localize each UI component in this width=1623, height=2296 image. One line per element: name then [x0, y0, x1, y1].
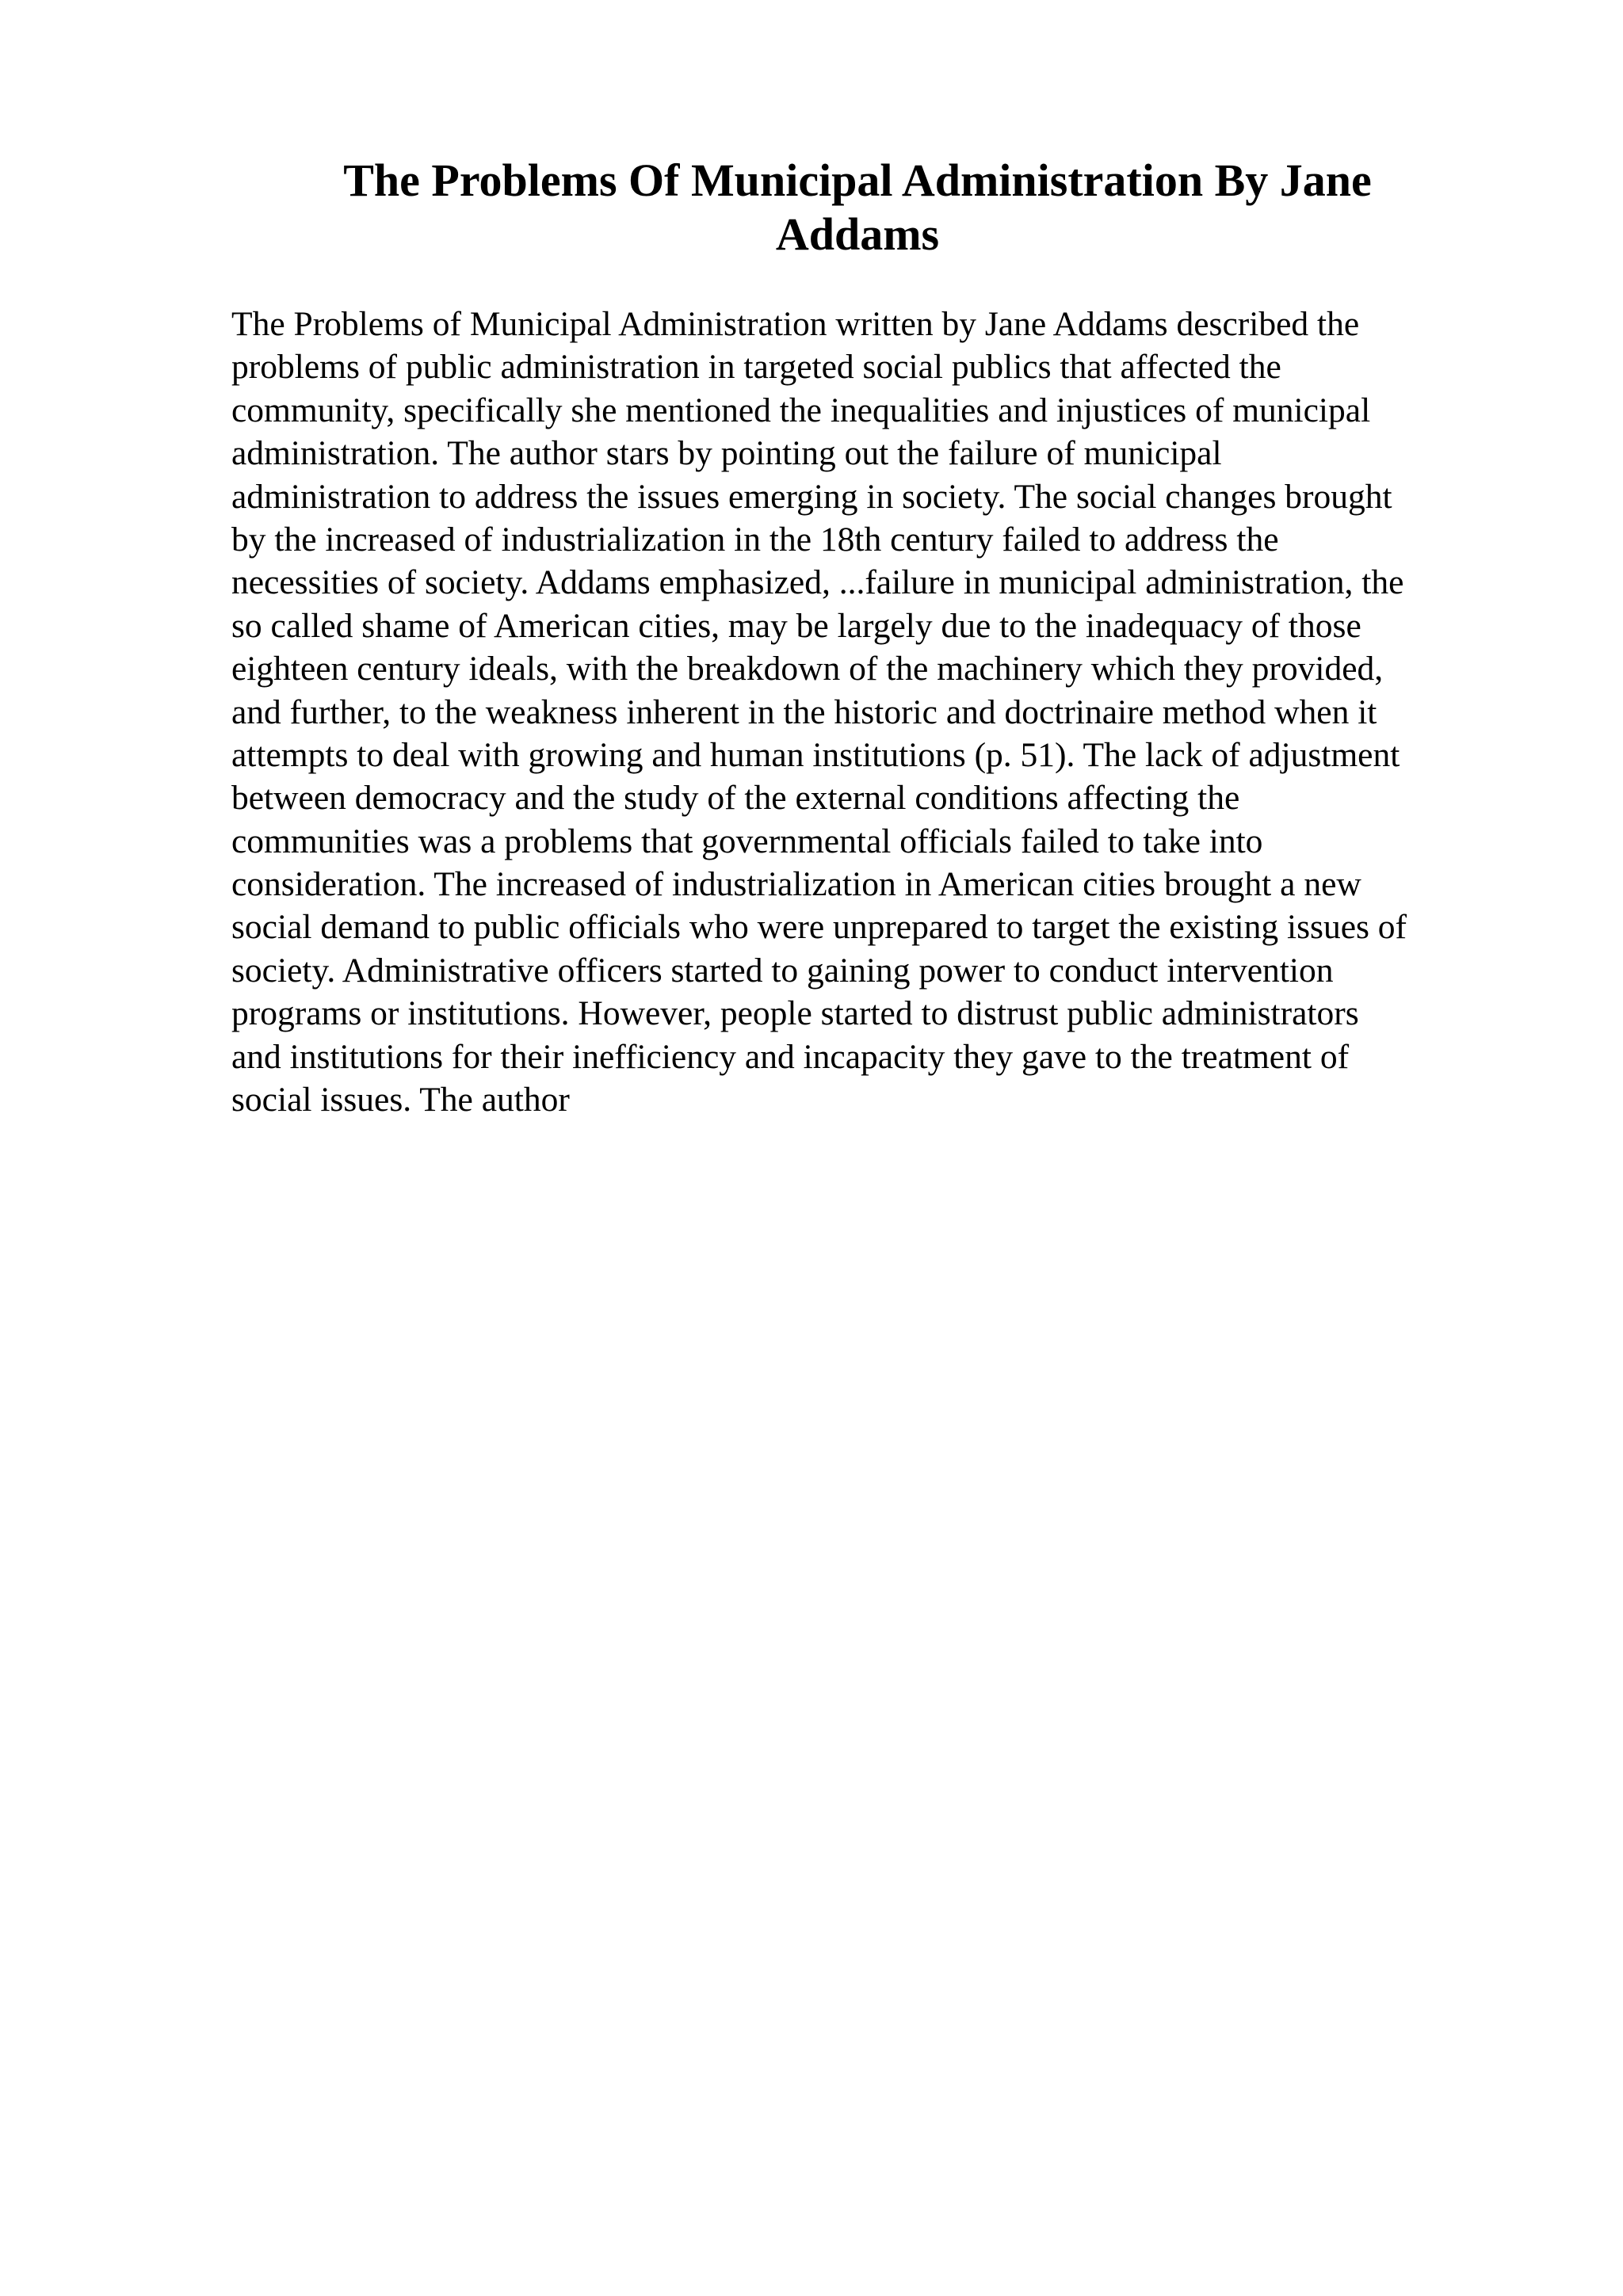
body-line: programs or institutions. However, people started to distrust public administrators	[231, 994, 1359, 1033]
body-line: and institutions for their inefficiency and incapacity they gave to the treatment of	[231, 1037, 1350, 1076]
body-line: community, specifically she mentioned the inequalities and injustices of municipal	[231, 391, 1371, 429]
body-line: eighteen century ideals, with the breakdown of the machinery which they provided,	[231, 650, 1384, 688]
body-line: administration. The author stars by pointing out the failure of municipal	[231, 434, 1222, 473]
title-line: Addams	[775, 208, 940, 260]
document-title	[230, 154, 1485, 261]
body-line: so called shame of American cities, may be largely due to the inadequacy of those	[231, 606, 1361, 645]
document-body	[231, 303, 1499, 1121]
title-line: The Problems Of Municipal Administration By Jane	[343, 154, 1372, 206]
body-line: problems of public administration in targeted social publics that affected the	[231, 348, 1281, 387]
body-line: by the increased of industrialization in the 18th century failed to address the	[231, 520, 1279, 559]
body-line: necessities of society. Addams emphasized, ...failure in municipal administration, the	[231, 563, 1404, 602]
body-line: between democracy and the study of the external conditions affecting the	[231, 779, 1240, 818]
body-line: administration to address the issues emerging in society. The social changes brought	[231, 477, 1392, 516]
body-line: The Problems of Municipal Administration written by Jane Addams described the	[231, 305, 1360, 343]
body-line: society. Administrative officers started to gaining power to conduct intervention	[231, 951, 1334, 990]
body-line: social issues. The author	[231, 1081, 570, 1119]
body-line: consideration. The increased of industrialization in American cities brought a new	[231, 865, 1361, 904]
body-line: social demand to public officials who were unprepared to target the existing issues of	[231, 908, 1407, 947]
body-line: communities was a problems that governmental officials failed to take into	[231, 822, 1263, 860]
body-line: attempts to deal with growing and human institutions (p. 51). The lack of adjustment	[231, 735, 1400, 774]
body-line: and further, to the weakness inherent in the historic and doctrinaire method when it	[231, 692, 1377, 731]
